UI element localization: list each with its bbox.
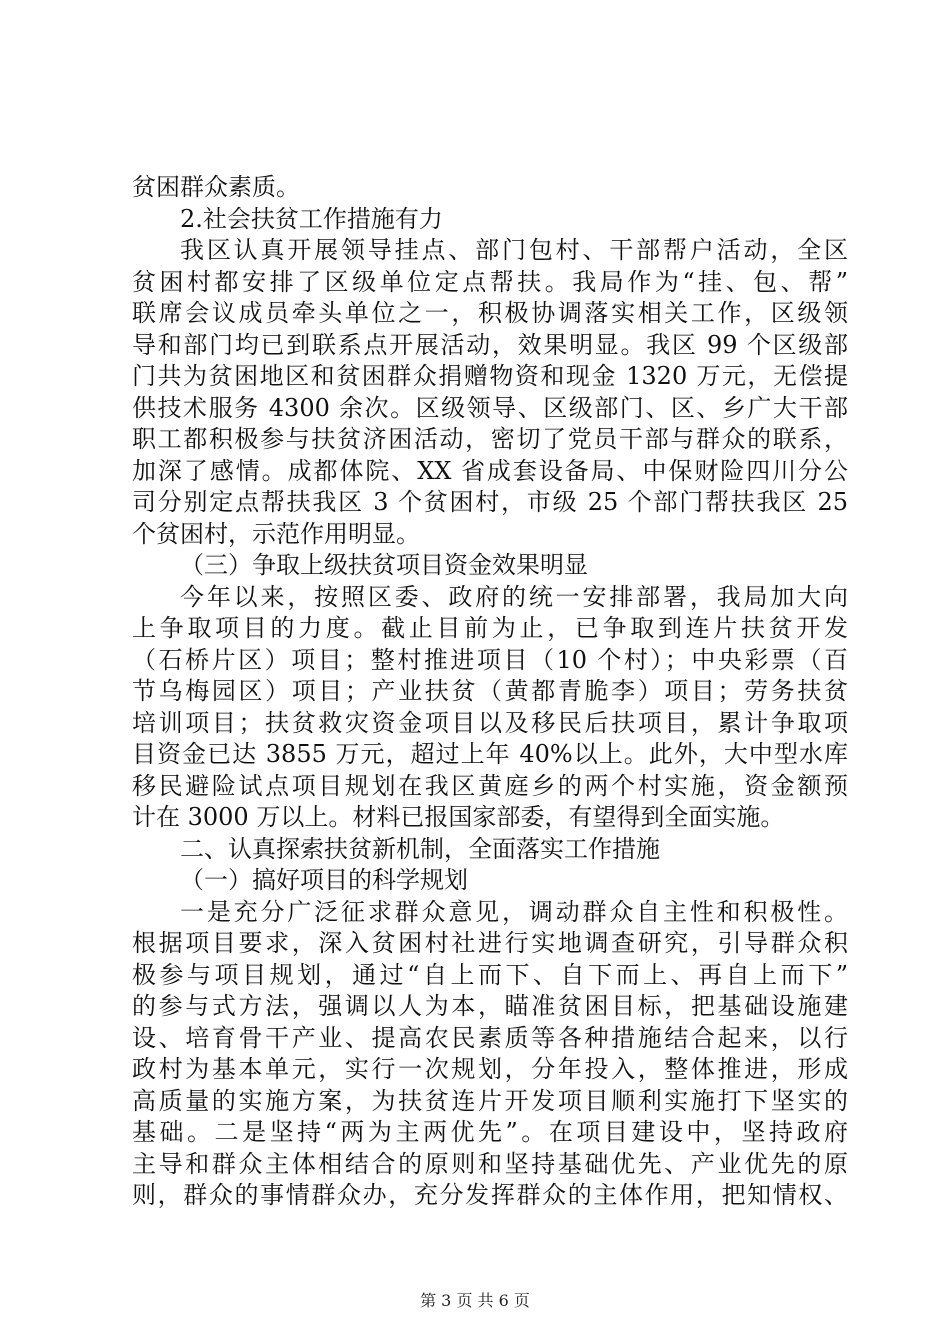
text-line: （石桥片区）项目；整村推进项目（10 个村）；中央彩票（百 (132, 645, 848, 674)
text-line: 政村为基本单元，实行一次规划，分年投入，整体推进，形成 (132, 1055, 848, 1083)
text-line: 贫困村都安排了区级单位定点帮扶。我局作为“挂、包、帮” (132, 267, 848, 296)
text-line: 极参与项目规划，通过“自上而下、自下而上、再自上而下” (132, 960, 848, 989)
text-line: 主导和群众主体相结合的原则和坚持基础优先、产业优先的原 (132, 1149, 848, 1178)
page-footer: 第 3 页 共 6 页 (420, 1291, 530, 1310)
text-line: 职工都积极参与扶贫济困活动，密切了党员干部与群众的联系， (132, 425, 848, 453)
text-line: （三）争取上级扶贫项目资金效果明显 (180, 551, 588, 579)
text-line: 设、培育骨干产业、提高农民素质等各种措施结合起来，以行 (132, 1023, 848, 1052)
text-line: 的参与式方法，强调以人为本，瞄准贫困目标，把基础设施建 (132, 992, 848, 1020)
text-line: 供技术服务 4300 余次。区级领导、区级部门、区、乡广大干部 (132, 393, 848, 422)
text-line: 联席会议成员牵头单位之一，积极协调落实相关工作，区级领 (132, 299, 848, 327)
text-line: 节乌梅园区）项目；产业扶贫（黄都青脆李）项目；劳务扶贫 (132, 677, 848, 705)
text-line: 2.社会扶贫工作措施有力 (180, 204, 443, 233)
text-line: 加深了感情。成都体院、XX 省成套设备局、中保财险四川分公 (132, 456, 848, 485)
text-line: 导和部门均已到联系点开展活动，效果明显。我区 99 个区级部 (132, 330, 848, 359)
text-line: 贫困群众素质。 (132, 173, 300, 201)
text-line: 司分别定点帮扶我区 3 个贫困村，市级 25 个部门帮扶我区 25 (132, 488, 848, 516)
text-line: 今年以来，按照区委、政府的统一安排部署，我局加大向 (180, 582, 848, 611)
text-line: 培训项目；扶贫救灾资金项目以及移民后扶项目，累计争取项 (132, 708, 848, 737)
text-line: 根据项目要求，深入贫困村社进行实地调查研究，引导群众积 (132, 929, 848, 957)
text-line: 高质量的实施方案，为扶贫连片开发项目顺利实施打下坚实的 (132, 1086, 848, 1115)
text-line: （一）搞好项目的科学规划 (180, 866, 468, 894)
text-line: 目资金已达 3855 万元，超过上年 40%以上。此外，大中型水库 (132, 740, 848, 768)
text-line: 个贫困村，示范作用明显。 (132, 519, 420, 548)
text-line: 移民避险试点项目规划在我区黄庭乡的两个村实施，资金额预 (132, 771, 848, 800)
text-line: 基础。二是坚持“两为主两优先”。在项目建设中，坚持政府 (132, 1118, 848, 1146)
text-line: 门共为贫困地区和贫困群众捐赠物资和现金 1320 万元，无偿提 (132, 362, 848, 390)
text-line: 则，群众的事情群众办，充分发挥群众的主体作用，把知情权、 (132, 1181, 848, 1209)
document-body (132, 172, 848, 1212)
text-line: 上争取项目的力度。截止目前为止，已争取到连片扶贫开发 (132, 614, 848, 642)
text-line: 我区认真开展领导挂点、部门包村、干部帮户活动，全区 (180, 236, 848, 264)
text-line: 一是充分广泛征求群众意见，调动群众自主性和积极性。 (180, 897, 848, 926)
text-line: 计在 3000 万以上。材料已报国家部委，有望得到全面实施。 (132, 803, 785, 831)
text-line: 二、认真探索扶贫新机制，全面落实工作措施 (180, 834, 660, 863)
